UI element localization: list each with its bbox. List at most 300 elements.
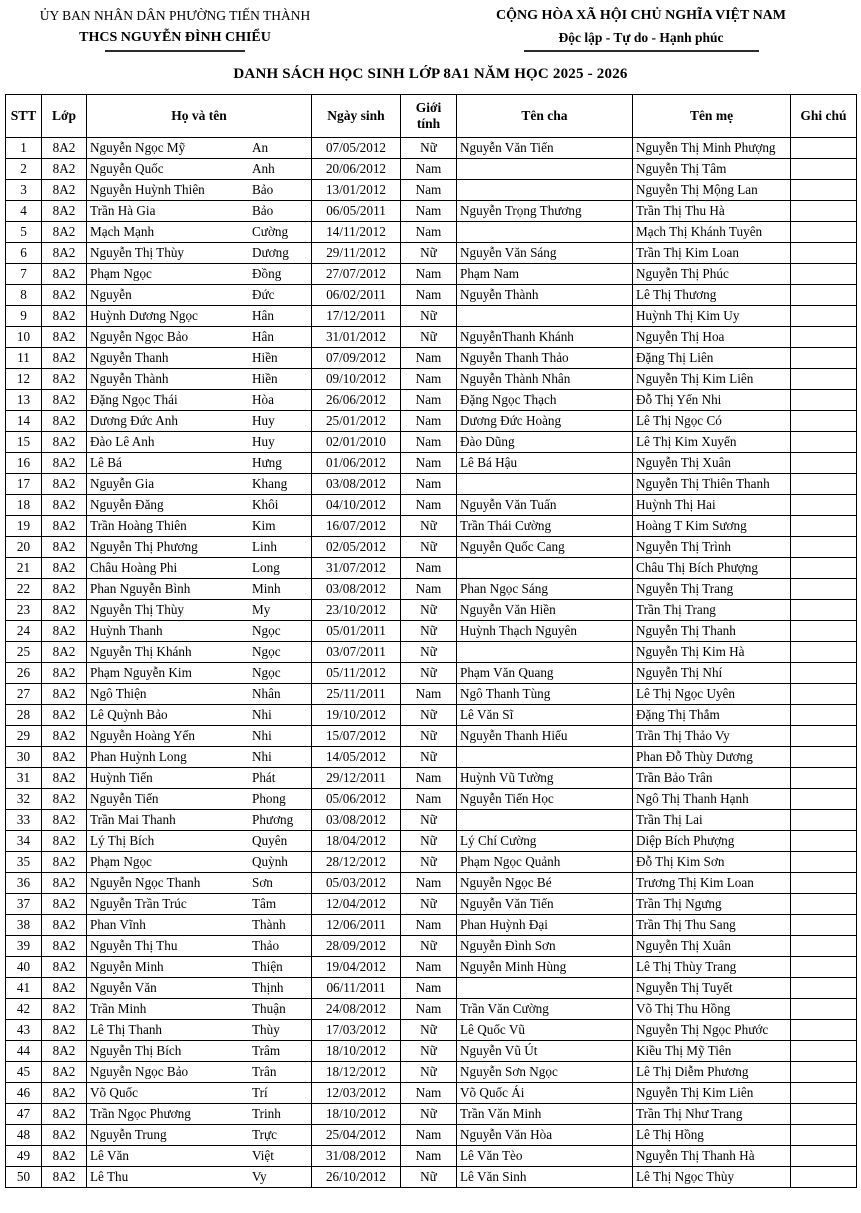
table-row bbox=[6, 810, 857, 831]
cell-name bbox=[87, 1167, 312, 1188]
cell-mother: Đặng Thị Liên bbox=[633, 348, 791, 369]
cell-name bbox=[87, 201, 312, 222]
cell-stt: 2 bbox=[6, 159, 42, 180]
cell-name bbox=[87, 915, 312, 936]
cell-gender: Nam bbox=[401, 768, 457, 789]
cell-dob: 28/09/2012 bbox=[312, 936, 401, 957]
cell-name bbox=[87, 306, 312, 327]
cell-mother: Trương Thị Kim Loan bbox=[633, 873, 791, 894]
table-row bbox=[6, 894, 857, 915]
cell-given-name: Nhi bbox=[252, 749, 272, 765]
cell-note bbox=[791, 831, 857, 852]
cell-note bbox=[791, 726, 857, 747]
cell-father: Trần Văn Cường bbox=[457, 999, 633, 1020]
cell-note bbox=[791, 201, 857, 222]
cell-father: Nguyễn Văn Sáng bbox=[457, 243, 633, 264]
cell-stt: 40 bbox=[6, 957, 42, 978]
cell-class: 8A2 bbox=[42, 957, 87, 978]
cell-note bbox=[791, 915, 857, 936]
col-header-mother: Tên mẹ bbox=[633, 95, 791, 138]
cell-mother: Hoàng T Kim Sương bbox=[633, 516, 791, 537]
cell-father bbox=[457, 180, 633, 201]
cell-father: Nguyễn Văn Tuấn bbox=[457, 495, 633, 516]
cell-stt: 26 bbox=[6, 663, 42, 684]
cell-family-name: Nguyễn Thanh bbox=[90, 351, 169, 365]
cell-mother: Lê Thị Diễm Phương bbox=[633, 1062, 791, 1083]
cell-note bbox=[791, 1083, 857, 1104]
cell-name bbox=[87, 1104, 312, 1125]
cell-father: Nguyễn Vũ Út bbox=[457, 1041, 633, 1062]
cell-class: 8A2 bbox=[42, 600, 87, 621]
cell-dob: 20/06/2012 bbox=[312, 159, 401, 180]
cell-name bbox=[87, 999, 312, 1020]
document-header bbox=[5, 8, 856, 52]
cell-given-name: Bảo bbox=[252, 203, 274, 219]
cell-dob: 29/11/2012 bbox=[312, 243, 401, 264]
cell-class: 8A2 bbox=[42, 222, 87, 243]
cell-father: Trần Thái Cường bbox=[457, 516, 633, 537]
student-table bbox=[5, 94, 857, 1188]
cell-father: Phan Huỳnh Đại bbox=[457, 915, 633, 936]
cell-mother: Trần Thị Thảo Vy bbox=[633, 726, 791, 747]
cell-class: 8A2 bbox=[42, 411, 87, 432]
cell-gender: Nữ bbox=[401, 831, 457, 852]
cell-dob: 19/04/2012 bbox=[312, 957, 401, 978]
cell-note bbox=[791, 1125, 857, 1146]
table-row bbox=[6, 600, 857, 621]
cell-stt: 35 bbox=[6, 852, 42, 873]
cell-gender: Nam bbox=[401, 873, 457, 894]
cell-mother: Nguyễn Thị Tuyết bbox=[633, 978, 791, 999]
cell-class: 8A2 bbox=[42, 558, 87, 579]
cell-gender: Nữ bbox=[401, 852, 457, 873]
cell-father: Lê Quốc Vũ bbox=[457, 1020, 633, 1041]
cell-stt: 15 bbox=[6, 432, 42, 453]
cell-stt: 24 bbox=[6, 621, 42, 642]
cell-father: Trần Văn Minh bbox=[457, 1104, 633, 1125]
table-row bbox=[6, 873, 857, 894]
table-row bbox=[6, 264, 857, 285]
cell-stt: 46 bbox=[6, 1083, 42, 1104]
cell-gender: Nữ bbox=[401, 726, 457, 747]
cell-gender: Nam bbox=[401, 579, 457, 600]
cell-stt: 47 bbox=[6, 1104, 42, 1125]
cell-class: 8A2 bbox=[42, 369, 87, 390]
cell-class: 8A2 bbox=[42, 159, 87, 180]
cell-class: 8A2 bbox=[42, 474, 87, 495]
cell-class: 8A2 bbox=[42, 831, 87, 852]
cell-stt: 3 bbox=[6, 180, 42, 201]
cell-gender: Nam bbox=[401, 684, 457, 705]
cell-stt: 28 bbox=[6, 705, 42, 726]
cell-family-name: Nguyễn Tiến bbox=[90, 792, 159, 806]
cell-name bbox=[87, 243, 312, 264]
cell-given-name: Phát bbox=[252, 770, 276, 786]
cell-gender: Nam bbox=[401, 915, 457, 936]
cell-class: 8A2 bbox=[42, 285, 87, 306]
cell-gender: Nam bbox=[401, 978, 457, 999]
cell-note bbox=[791, 327, 857, 348]
cell-name bbox=[87, 621, 312, 642]
cell-given-name: Phong bbox=[252, 791, 286, 807]
cell-name bbox=[87, 327, 312, 348]
cell-name bbox=[87, 642, 312, 663]
cell-mother: Trần Thị Lai bbox=[633, 810, 791, 831]
cell-gender: Nữ bbox=[401, 894, 457, 915]
cell-stt: 39 bbox=[6, 936, 42, 957]
cell-dob: 25/01/2012 bbox=[312, 411, 401, 432]
cell-class: 8A2 bbox=[42, 1146, 87, 1167]
cell-stt: 48 bbox=[6, 1125, 42, 1146]
header-row bbox=[6, 95, 857, 138]
table-row bbox=[6, 1041, 857, 1062]
cell-father: Lê Văn Tèo bbox=[457, 1146, 633, 1167]
cell-family-name: Phan Huỳnh Long bbox=[90, 750, 187, 764]
cell-dob: 03/08/2012 bbox=[312, 579, 401, 600]
table-row bbox=[6, 411, 857, 432]
cell-gender: Nữ bbox=[401, 1167, 457, 1188]
cell-class: 8A2 bbox=[42, 306, 87, 327]
cell-note bbox=[791, 1104, 857, 1125]
cell-mother: Nguyễn Thị Minh Phượng bbox=[633, 138, 791, 159]
table-row bbox=[6, 222, 857, 243]
cell-dob: 16/07/2012 bbox=[312, 516, 401, 537]
cell-dob: 18/10/2012 bbox=[312, 1104, 401, 1125]
cell-note bbox=[791, 768, 857, 789]
col-header-stt: STT bbox=[6, 95, 42, 138]
table-row bbox=[6, 768, 857, 789]
cell-gender: Nữ bbox=[401, 1020, 457, 1041]
cell-stt: 37 bbox=[6, 894, 42, 915]
cell-class: 8A2 bbox=[42, 621, 87, 642]
cell-gender: Nam bbox=[401, 180, 457, 201]
cell-class: 8A2 bbox=[42, 1020, 87, 1041]
cell-gender: Nam bbox=[401, 1083, 457, 1104]
cell-class: 8A2 bbox=[42, 663, 87, 684]
cell-name bbox=[87, 264, 312, 285]
cell-given-name: My bbox=[252, 602, 271, 618]
cell-note bbox=[791, 495, 857, 516]
cell-given-name: Long bbox=[252, 560, 280, 576]
cell-class: 8A2 bbox=[42, 852, 87, 873]
table-row bbox=[6, 432, 857, 453]
cell-mother: Nguyễn Thị Kim Hà bbox=[633, 642, 791, 663]
cell-note bbox=[791, 516, 857, 537]
cell-gender: Nữ bbox=[401, 705, 457, 726]
cell-dob: 05/03/2012 bbox=[312, 873, 401, 894]
cell-stt: 17 bbox=[6, 474, 42, 495]
cell-dob: 25/04/2012 bbox=[312, 1125, 401, 1146]
cell-gender: Nam bbox=[401, 285, 457, 306]
cell-name bbox=[87, 831, 312, 852]
cell-given-name: Sơn bbox=[252, 875, 273, 891]
cell-mother: Diệp Bích Phượng bbox=[633, 831, 791, 852]
cell-mother: Trần Thị Như Trang bbox=[633, 1104, 791, 1125]
table-row bbox=[6, 1104, 857, 1125]
cell-name bbox=[87, 957, 312, 978]
cell-class: 8A2 bbox=[42, 1125, 87, 1146]
cell-class: 8A2 bbox=[42, 1083, 87, 1104]
cell-dob: 03/08/2012 bbox=[312, 810, 401, 831]
cell-name bbox=[87, 726, 312, 747]
cell-gender: Nam bbox=[401, 1146, 457, 1167]
cell-class: 8A2 bbox=[42, 1104, 87, 1125]
cell-name bbox=[87, 663, 312, 684]
cell-mother: Trần Bảo Trân bbox=[633, 768, 791, 789]
cell-class: 8A2 bbox=[42, 999, 87, 1020]
cell-mother: Nguyễn Thị Trình bbox=[633, 537, 791, 558]
cell-stt: 36 bbox=[6, 873, 42, 894]
table-row bbox=[6, 159, 857, 180]
cell-stt: 20 bbox=[6, 537, 42, 558]
cell-family-name: Nguyễn Ngọc Bảo bbox=[90, 330, 189, 344]
cell-gender: Nam bbox=[401, 999, 457, 1020]
cell-dob: 29/12/2011 bbox=[312, 768, 401, 789]
cell-name bbox=[87, 222, 312, 243]
cell-mother: Huỳnh Thị Hai bbox=[633, 495, 791, 516]
cell-given-name: Minh bbox=[252, 581, 281, 597]
cell-mother: Trần Thị Kim Loan bbox=[633, 243, 791, 264]
cell-family-name: Nguyễn Trần Trúc bbox=[90, 897, 187, 911]
cell-given-name: Huy bbox=[252, 413, 275, 429]
cell-mother: Đặng Thị Thắm bbox=[633, 705, 791, 726]
cell-father bbox=[457, 306, 633, 327]
cell-note bbox=[791, 474, 857, 495]
cell-family-name: Trần Mai Thanh bbox=[90, 813, 176, 827]
table-row bbox=[6, 1125, 857, 1146]
cell-name bbox=[87, 138, 312, 159]
col-header-note: Ghi chú bbox=[791, 95, 857, 138]
cell-family-name: Nguyễn Gia bbox=[90, 477, 155, 491]
cell-gender: Nữ bbox=[401, 936, 457, 957]
cell-class: 8A2 bbox=[42, 327, 87, 348]
cell-gender: Nam bbox=[401, 474, 457, 495]
cell-father: NguyễnThanh Khánh bbox=[457, 327, 633, 348]
cell-dob: 27/07/2012 bbox=[312, 264, 401, 285]
cell-note bbox=[791, 369, 857, 390]
cell-mother: Lê Thị Ngọc Có bbox=[633, 411, 791, 432]
cell-dob: 06/02/2011 bbox=[312, 285, 401, 306]
cell-name bbox=[87, 705, 312, 726]
cell-name bbox=[87, 936, 312, 957]
table-row bbox=[6, 1062, 857, 1083]
cell-note bbox=[791, 537, 857, 558]
cell-class: 8A2 bbox=[42, 1041, 87, 1062]
cell-note bbox=[791, 684, 857, 705]
cell-given-name: Thùy bbox=[252, 1022, 280, 1038]
cell-gender: Nam bbox=[401, 957, 457, 978]
cell-note bbox=[791, 705, 857, 726]
cell-family-name: Nguyễn Thị Thùy bbox=[90, 246, 185, 260]
cell-mother: Mạch Thị Khánh Tuyên bbox=[633, 222, 791, 243]
cell-dob: 31/08/2012 bbox=[312, 1146, 401, 1167]
cell-stt: 19 bbox=[6, 516, 42, 537]
cell-given-name: Hưng bbox=[252, 455, 282, 471]
cell-gender: Nam bbox=[401, 789, 457, 810]
cell-note bbox=[791, 579, 857, 600]
cell-father: Phạm Nam bbox=[457, 264, 633, 285]
cell-stt: 27 bbox=[6, 684, 42, 705]
cell-family-name: Phạm Ngọc bbox=[90, 267, 152, 281]
cell-gender: Nữ bbox=[401, 663, 457, 684]
cell-family-name: Võ Quốc bbox=[90, 1086, 138, 1100]
cell-mother: Võ Thị Thu Hồng bbox=[633, 999, 791, 1020]
cell-father: Nguyễn Thanh Thảo bbox=[457, 348, 633, 369]
cell-given-name: Đức bbox=[252, 287, 275, 303]
cell-gender: Nữ bbox=[401, 1041, 457, 1062]
cell-mother: Nguyễn Thị Xuân bbox=[633, 453, 791, 474]
cell-stt: 42 bbox=[6, 999, 42, 1020]
cell-dob: 18/12/2012 bbox=[312, 1062, 401, 1083]
table-row bbox=[6, 369, 857, 390]
cell-note bbox=[791, 1062, 857, 1083]
cell-given-name: Bảo bbox=[252, 182, 274, 198]
cell-dob: 26/06/2012 bbox=[312, 390, 401, 411]
cell-stt: 7 bbox=[6, 264, 42, 285]
cell-stt: 44 bbox=[6, 1041, 42, 1062]
cell-mother: Lê Thị Thùy Trang bbox=[633, 957, 791, 978]
cell-family-name: Nguyễn Huỳnh Thiên bbox=[90, 183, 205, 197]
cell-gender: Nữ bbox=[401, 243, 457, 264]
cell-note bbox=[791, 936, 857, 957]
cell-family-name: Nguyễn Đăng bbox=[90, 498, 164, 512]
cell-name bbox=[87, 768, 312, 789]
cell-note bbox=[791, 348, 857, 369]
cell-dob: 31/01/2012 bbox=[312, 327, 401, 348]
cell-family-name: Nguyễn bbox=[90, 288, 132, 302]
table-row bbox=[6, 327, 857, 348]
table-row bbox=[6, 957, 857, 978]
cell-note bbox=[791, 1020, 857, 1041]
cell-class: 8A2 bbox=[42, 579, 87, 600]
table-row bbox=[6, 915, 857, 936]
student-table-body bbox=[6, 138, 857, 1188]
cell-gender: Nam bbox=[401, 222, 457, 243]
table-row bbox=[6, 684, 857, 705]
cell-family-name: Lê Thị Thanh bbox=[90, 1023, 163, 1037]
cell-given-name: Ngọc bbox=[252, 644, 281, 660]
cell-gender: Nữ bbox=[401, 1104, 457, 1125]
cell-class: 8A2 bbox=[42, 894, 87, 915]
cell-given-name: Nhân bbox=[252, 686, 281, 702]
cell-given-name: Thành bbox=[252, 917, 286, 933]
cell-stt: 4 bbox=[6, 201, 42, 222]
cell-dob: 14/05/2012 bbox=[312, 747, 401, 768]
cell-father bbox=[457, 222, 633, 243]
cell-given-name: Trực bbox=[252, 1127, 277, 1143]
cell-name bbox=[87, 495, 312, 516]
cell-note bbox=[791, 138, 857, 159]
cell-given-name: Trâm bbox=[252, 1043, 281, 1059]
cell-mother: Trần Thị Trang bbox=[633, 600, 791, 621]
cell-stt: 16 bbox=[6, 453, 42, 474]
cell-dob: 02/01/2010 bbox=[312, 432, 401, 453]
cell-note bbox=[791, 621, 857, 642]
motto-underline bbox=[524, 50, 759, 52]
cell-father bbox=[457, 159, 633, 180]
cell-gender: Nữ bbox=[401, 138, 457, 159]
cell-gender: Nam bbox=[401, 369, 457, 390]
table-row bbox=[6, 201, 857, 222]
cell-mother: Lê Thị Ngọc Thùy bbox=[633, 1167, 791, 1188]
cell-given-name: Kim bbox=[252, 518, 276, 534]
cell-name bbox=[87, 474, 312, 495]
cell-mother: Huỳnh Thị Kim Uy bbox=[633, 306, 791, 327]
cell-family-name: Nguyễn Thị Thu bbox=[90, 939, 178, 953]
cell-given-name: Phương bbox=[252, 812, 294, 828]
cell-given-name: Hân bbox=[252, 308, 274, 324]
cell-class: 8A2 bbox=[42, 873, 87, 894]
cell-given-name: An bbox=[252, 140, 269, 156]
cell-gender: Nam bbox=[401, 432, 457, 453]
table-row bbox=[6, 558, 857, 579]
cell-gender: Nữ bbox=[401, 642, 457, 663]
cell-stt: 12 bbox=[6, 369, 42, 390]
cell-given-name: Ngọc bbox=[252, 623, 281, 639]
cell-dob: 28/12/2012 bbox=[312, 852, 401, 873]
cell-dob: 13/01/2012 bbox=[312, 180, 401, 201]
cell-dob: 15/07/2012 bbox=[312, 726, 401, 747]
table-row bbox=[6, 999, 857, 1020]
cell-family-name: Nguyễn Thị Thùy bbox=[90, 603, 185, 617]
cell-father: Nguyễn Thành Nhân bbox=[457, 369, 633, 390]
cell-given-name: Cường bbox=[252, 224, 289, 240]
cell-stt: 38 bbox=[6, 915, 42, 936]
cell-dob: 03/07/2011 bbox=[312, 642, 401, 663]
cell-dob: 24/08/2012 bbox=[312, 999, 401, 1020]
cell-note bbox=[791, 789, 857, 810]
table-row bbox=[6, 306, 857, 327]
cell-dob: 05/06/2012 bbox=[312, 789, 401, 810]
cell-note bbox=[791, 243, 857, 264]
cell-name bbox=[87, 600, 312, 621]
cell-note bbox=[791, 264, 857, 285]
table-row bbox=[6, 579, 857, 600]
cell-given-name: Quỳnh bbox=[252, 854, 288, 870]
cell-father: Đặng Ngọc Thạch bbox=[457, 390, 633, 411]
cell-given-name: Hân bbox=[252, 329, 274, 345]
cell-gender: Nam bbox=[401, 453, 457, 474]
cell-gender: Nam bbox=[401, 1125, 457, 1146]
cell-note bbox=[791, 894, 857, 915]
cell-note bbox=[791, 159, 857, 180]
cell-name bbox=[87, 1125, 312, 1146]
cell-stt: 22 bbox=[6, 579, 42, 600]
cell-class: 8A2 bbox=[42, 1062, 87, 1083]
cell-name bbox=[87, 180, 312, 201]
cell-father: Đào Dũng bbox=[457, 432, 633, 453]
school-name: THCS NGUYỄN ĐÌNH CHIỂU bbox=[79, 30, 271, 45]
cell-mother: Nguyễn Thị Thanh bbox=[633, 621, 791, 642]
table-row bbox=[6, 642, 857, 663]
cell-dob: 12/06/2011 bbox=[312, 915, 401, 936]
cell-name bbox=[87, 285, 312, 306]
cell-class: 8A2 bbox=[42, 348, 87, 369]
cell-father: Nguyễn Đình Sơn bbox=[457, 936, 633, 957]
cell-family-name: Nguyễn Ngọc Bảo bbox=[90, 1065, 189, 1079]
cell-class: 8A2 bbox=[42, 243, 87, 264]
cell-stt: 29 bbox=[6, 726, 42, 747]
cell-family-name: Nguyễn Ngọc Mỹ bbox=[90, 141, 186, 155]
cell-father bbox=[457, 558, 633, 579]
republic-title: CỘNG HÒA XÃ HỘI CHỦ NGHĨA VIỆT NAM bbox=[495, 8, 786, 23]
cell-father: Nguyễn Minh Hùng bbox=[457, 957, 633, 978]
cell-note bbox=[791, 558, 857, 579]
cell-father bbox=[457, 810, 633, 831]
cell-mother: Ngô Thị Thanh Hạnh bbox=[633, 789, 791, 810]
cell-family-name: Nguyễn Quốc bbox=[90, 162, 164, 176]
cell-mother: Đỗ Thị Kim Sơn bbox=[633, 852, 791, 873]
